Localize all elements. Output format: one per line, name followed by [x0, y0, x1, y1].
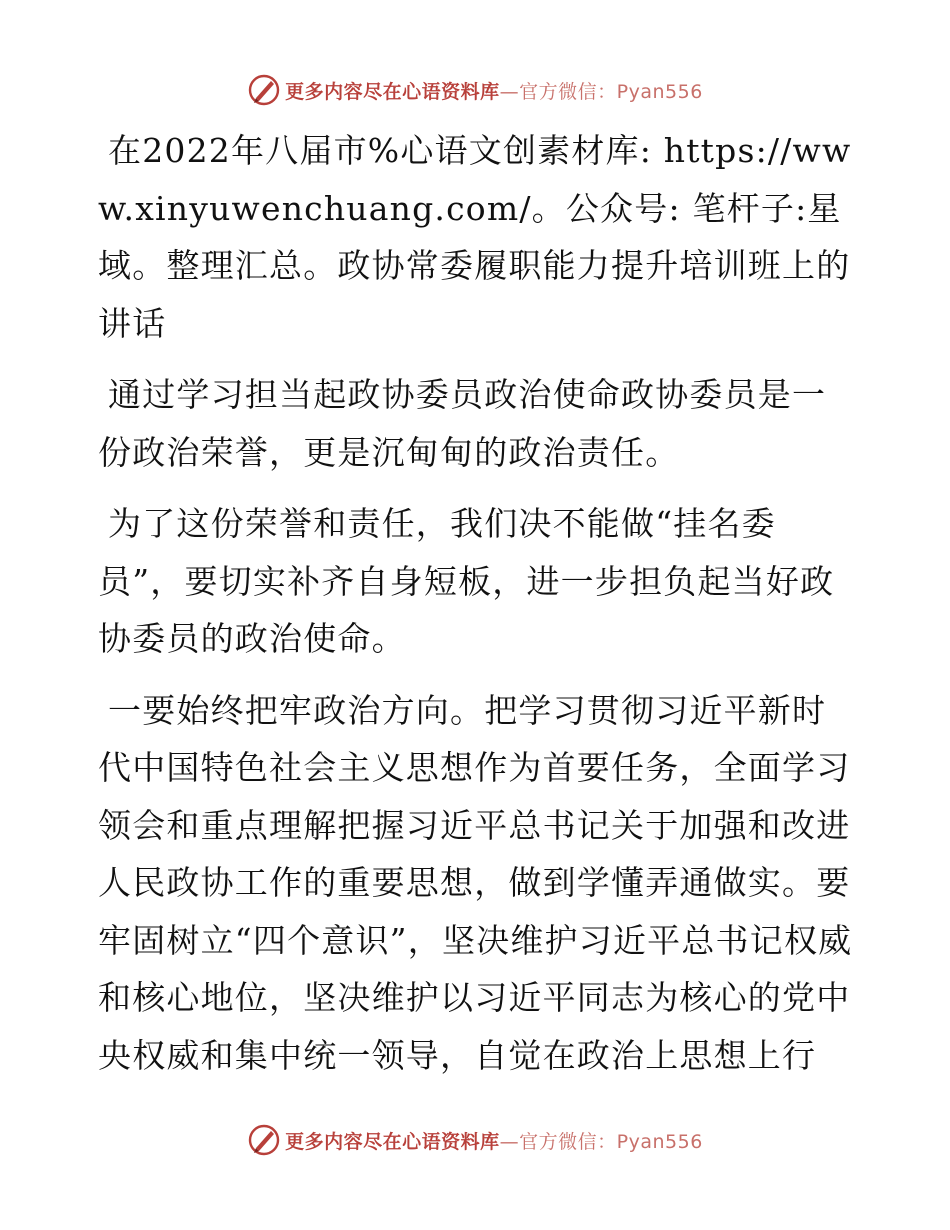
paragraph-title: 在2022年八届市%心语文创素材库: https://www.xinyuwenchuang.com/。公众号: 笔杆子:星域。整理汇总。政协常委履职能力提升培训班上的讲话 — [98, 131, 852, 343]
header-banner-dash: — — [499, 80, 520, 103]
paragraph-intro: 通过学习担当起政协委员政治使命政协委员是一份政治荣誉，更是沉甸甸的政治责任。 — [98, 375, 827, 472]
header-banner-text — [285, 77, 703, 104]
pen-logo-icon — [247, 1123, 281, 1157]
footer-banner-main: 更多内容尽在心语资料库 — [285, 1130, 500, 1153]
footer-banner — [0, 1120, 950, 1160]
header-banner — [0, 70, 950, 110]
paragraph-responsibility: 为了这份荣誉和责任，我们决不能做“挂名委员”，要切实补齐自身短板，进一步担负起当好政协委员的政治使命。 — [98, 504, 835, 658]
footer-banner-text — [285, 1127, 703, 1154]
pen-logo-icon — [247, 73, 281, 107]
header-banner-main: 更多内容尽在心语资料库 — [285, 80, 500, 103]
footer-banner-sub: 官方微信：Pyan556 — [519, 1130, 703, 1153]
paragraph-political-direction: 一要始终把牢政治方向。把学习贯彻习近平新时代中国特色社会主义思想作为首要任务，全面学习领会和重点理解把握习近平总书记关于加强和改进人民政协工作的重要思想，做到学懂弄通做实。要牢固树立“四个意识”，坚决维护习近平总书记权威和核心地位，坚决维护以习近平同志为核心的党中央权威和集中统一领导，自觉在政治上思想上行 — [98, 690, 853, 1075]
header-banner-sub: 官方微信：Pyan556 — [519, 80, 703, 103]
footer-banner-dash: — — [499, 1130, 520, 1153]
document-body — [98, 122, 858, 1098]
